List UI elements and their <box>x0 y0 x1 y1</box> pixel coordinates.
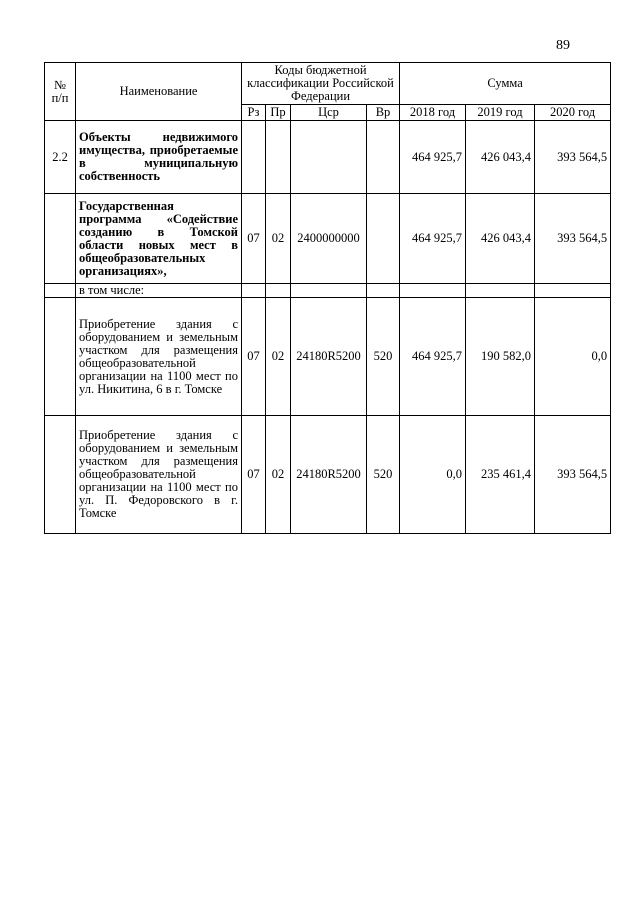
row-vr <box>367 194 400 284</box>
row-num: 2.2 <box>45 121 76 194</box>
row-2020: 393 564,5 <box>535 416 611 534</box>
row-num <box>45 194 76 284</box>
table-row <box>45 284 611 298</box>
row-num <box>45 416 76 534</box>
table-row <box>45 298 611 416</box>
row-csr: 24180R5200 <box>291 298 367 416</box>
header-codes: Коды бюджетной классификации Российской Федерации <box>242 63 400 105</box>
row-2020: 0,0 <box>535 298 611 416</box>
row-csr <box>291 284 367 298</box>
row-2018: 0,0 <box>400 416 466 534</box>
header-2018: 2018 год <box>400 105 466 121</box>
row-csr: 2400000000 <box>291 194 367 284</box>
row-2018: 464 925,7 <box>400 121 466 194</box>
row-pr <box>266 121 291 194</box>
header-2020: 2020 год <box>535 105 611 121</box>
header-2019: 2019 год <box>466 105 535 121</box>
budget-table <box>44 62 611 534</box>
row-pr: 02 <box>266 298 291 416</box>
table-row <box>45 121 611 194</box>
header-pr: Пр <box>266 105 291 121</box>
row-vr: 520 <box>367 298 400 416</box>
row-rz <box>242 121 266 194</box>
row-pr: 02 <box>266 416 291 534</box>
row-csr: 24180R5200 <box>291 416 367 534</box>
row-2019: 190 582,0 <box>466 298 535 416</box>
row-rz <box>242 284 266 298</box>
row-vr: 520 <box>367 416 400 534</box>
row-2018: 464 925,7 <box>400 298 466 416</box>
row-vr <box>367 121 400 194</box>
row-2019: 426 043,4 <box>466 121 535 194</box>
row-2019: 235 461,4 <box>466 416 535 534</box>
header-rz: Рз <box>242 105 266 121</box>
row-2018 <box>400 284 466 298</box>
row-2020 <box>535 284 611 298</box>
row-name: Приобретение здания с оборудованием и земельным участком для размещения общеобразовательной организации на 1100 мест по ул. П. Федоровского в г. Томске <box>76 416 242 534</box>
row-2020: 393 564,5 <box>535 194 611 284</box>
row-num <box>45 298 76 416</box>
row-vr <box>367 284 400 298</box>
header-sum: Сумма <box>400 63 611 105</box>
row-rz: 07 <box>242 416 266 534</box>
row-name: Объекты недвижимого имущества, приобретаемые в муниципальную собственность <box>76 121 242 194</box>
header-csr: Цср <box>291 105 367 121</box>
row-pr: 02 <box>266 194 291 284</box>
page-number: 89 <box>556 38 570 53</box>
row-rz: 07 <box>242 298 266 416</box>
row-rz: 07 <box>242 194 266 284</box>
row-2020: 393 564,5 <box>535 121 611 194</box>
header-num: № п/п <box>45 63 76 121</box>
row-2018: 464 925,7 <box>400 194 466 284</box>
row-2019 <box>466 284 535 298</box>
row-name: Государственная программа «Содействие созданию в Томской области новых мест в общеобразовательных организациях», <box>76 194 242 284</box>
row-name: в том числе: <box>76 284 242 298</box>
header-vr: Вр <box>367 105 400 121</box>
table-row <box>45 194 611 284</box>
row-num <box>45 284 76 298</box>
row-csr <box>291 121 367 194</box>
table-row <box>45 416 611 534</box>
row-name: Приобретение здания с оборудованием и земельным участком для размещения общеобразовательной организации на 1100 мест по ул. Никитина, 6 в г. Томске <box>76 298 242 416</box>
row-pr <box>266 284 291 298</box>
header-name: Наименование <box>76 63 242 121</box>
row-2019: 426 043,4 <box>466 194 535 284</box>
